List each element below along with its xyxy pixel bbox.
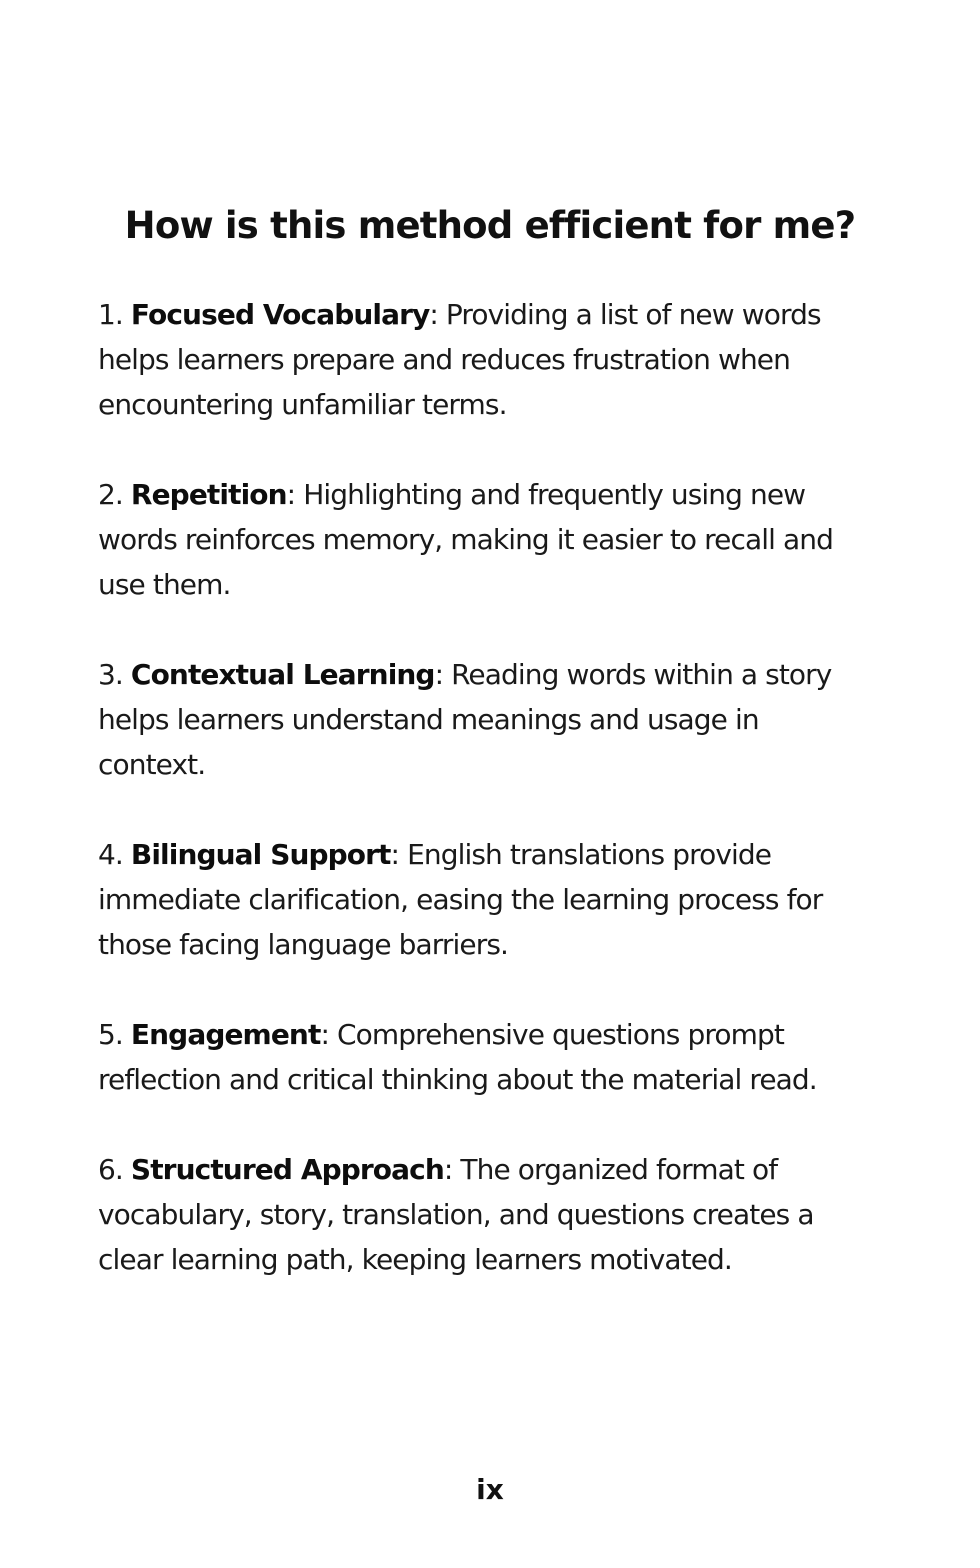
item-text: clear learning path, keeping learners motivated. [98, 1243, 732, 1276]
item-number: 3. [98, 658, 131, 691]
item-text: immediate clarification, easing the learning process for [98, 883, 823, 916]
item-term: Structured Approach [130, 1153, 444, 1186]
item-number: 1. [98, 298, 131, 331]
item-text: reflection and critical thinking about the material read. [98, 1063, 817, 1096]
item-text: : Reading words within a story [434, 658, 832, 691]
item-text: : English translations provide [390, 838, 772, 871]
item-text: : Highlighting and frequently using new [286, 478, 806, 511]
item-number: 5. [98, 1018, 131, 1051]
item-text: helps learners prepare and reduces frustration when [98, 343, 790, 376]
item-term: Contextual Learning [130, 658, 435, 691]
list-item [98, 472, 868, 607]
list-item [98, 652, 868, 787]
item-text: context. [98, 748, 206, 781]
item-text: use them. [98, 568, 231, 601]
list-item [98, 832, 868, 967]
item-first-line [98, 652, 868, 697]
page-number: ix [476, 1473, 504, 1506]
page-title: How is this method efficient for me? [124, 204, 856, 247]
item-text: words reinforces memory, making it easier to recall and [98, 523, 833, 556]
item-text: : Comprehensive questions prompt [320, 1018, 784, 1051]
item-term: Focused Vocabulary [130, 298, 430, 331]
list-item [98, 1147, 868, 1282]
item-first-line [98, 292, 868, 337]
item-term: Bilingual Support [130, 838, 391, 871]
item-first-line [98, 1012, 868, 1057]
item-text: : Providing a list of new words [429, 298, 821, 331]
item-first-line [98, 1147, 868, 1192]
item-first-line [98, 472, 868, 517]
item-text: helps learners understand meanings and usage in [98, 703, 759, 736]
item-number: 6. [98, 1153, 131, 1186]
item-term: Repetition [130, 478, 287, 511]
item-text: those facing language barriers. [98, 928, 509, 961]
item-term: Engagement [130, 1018, 321, 1051]
item-first-line [98, 832, 868, 877]
benefits-list [98, 292, 868, 1327]
item-text: encountering unfamiliar terms. [98, 388, 507, 421]
list-item [98, 1012, 868, 1102]
item-number: 2. [98, 478, 131, 511]
item-text: vocabulary, story, translation, and questions creates a [98, 1198, 814, 1231]
item-number: 4. [98, 838, 131, 871]
item-text: : The organized format of [443, 1153, 778, 1186]
list-item [98, 292, 868, 427]
